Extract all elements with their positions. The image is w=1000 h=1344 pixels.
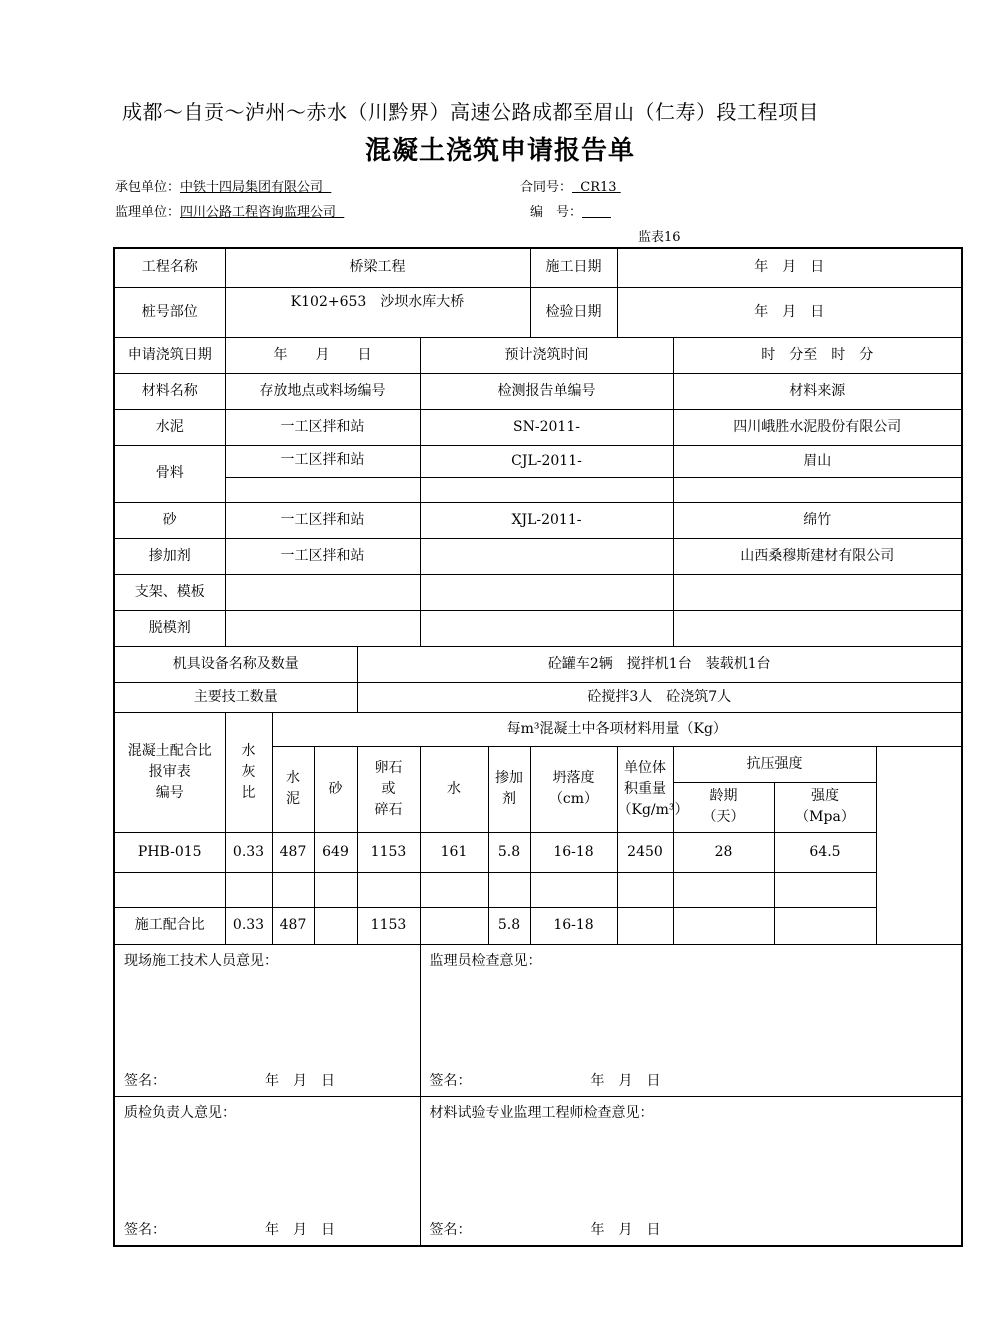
inspection-date-label: 检验日期 [530, 287, 617, 337]
contractor-row [115, 176, 331, 195]
table-row [114, 944, 962, 1096]
empty-cell [420, 477, 673, 502]
mix-table-label: 混凝土配合比 报审表 编号 [114, 712, 225, 832]
storage-label: 存放地点或料场编号 [225, 373, 420, 409]
cement-name: 水泥 [114, 409, 225, 445]
aggregate-name: 骨料 [114, 445, 225, 502]
material-name-label: 材料名称 [114, 373, 225, 409]
admixture-source: 山西桑穆斯建材有限公司 [673, 538, 962, 574]
table-row [114, 646, 962, 682]
contract-no-value: CR13 [580, 180, 617, 195]
empty-cell [225, 477, 420, 502]
strength-col-label: 强度 （Mpa） [774, 782, 876, 832]
inspection-date-value: 年 月 日 [617, 287, 962, 337]
site-mix-wc: 0.33 [225, 907, 272, 944]
aggregate-storage: 一工区拌和站 [225, 445, 420, 477]
equipment-value: 砼罐车2辆 搅拌机1台 装载机1台 [357, 646, 962, 682]
table-row [114, 248, 962, 287]
site-mix-id: 施工配合比 [114, 907, 225, 944]
empty-cell [673, 610, 962, 646]
supervisor-value: 四川公路工程咨询监理公司 [180, 205, 337, 220]
usage-label: 每m³混凝土中各项材料用量（Kg） [272, 712, 962, 746]
station-value: K102+653 沙坝水库大桥 [225, 287, 530, 337]
strength-label: 抗压强度 [673, 746, 876, 782]
cement-col-label: 水 泥 [272, 746, 314, 832]
table-row [114, 445, 962, 477]
table-row [114, 682, 962, 712]
slump-col-label: 坍落度 （cm） [530, 746, 617, 832]
empty-cell [420, 574, 673, 610]
apply-date-value: 年 月 日 [225, 337, 420, 373]
density-col-label: 单位体 积重量 （Kg/m³） [617, 746, 673, 832]
site-mix-sand [314, 907, 357, 944]
mix-sand: 649 [314, 832, 357, 872]
water-col-label: 水 [420, 746, 488, 832]
contract-no-row [520, 176, 621, 195]
project-name-label: 工程名称 [114, 248, 225, 287]
workers-value: 砼搅拌3人 砼浇筑7人 [357, 682, 962, 712]
empty-cell [225, 574, 420, 610]
materials-engineer-opinion: 材料试验专业监理工程师检查意见： 签名： 年 月 日 [420, 1096, 962, 1246]
supervisor-opinion: 监理员检查意见： 签名： 年 月 日 [420, 944, 962, 1096]
table-row [114, 832, 962, 872]
workers-label: 主要技工数量 [114, 682, 357, 712]
table-row [114, 373, 962, 409]
gravel-col-label: 卵石 或 碎石 [357, 746, 420, 832]
admixture-report [420, 538, 673, 574]
source-label: 材料来源 [673, 373, 962, 409]
table-row [114, 907, 962, 944]
mix-id: PHB-015 [114, 832, 225, 872]
cement-report: SN-2011- [420, 409, 673, 445]
planned-time-value: 时 分至 时 分 [673, 337, 962, 373]
table-row [114, 574, 962, 610]
cement-storage: 一工区拌和站 [225, 409, 420, 445]
release-agent-name: 脱模剂 [114, 610, 225, 646]
supervisor-row [115, 201, 344, 220]
mix-cement: 487 [272, 832, 314, 872]
wc-ratio-label: 水 灰 比 [225, 712, 272, 832]
sand-report: XJL-2011- [420, 502, 673, 538]
empty-cell [673, 477, 962, 502]
empty-cell [420, 610, 673, 646]
mix-slump: 16-18 [530, 832, 617, 872]
sand-name: 砂 [114, 502, 225, 538]
table-row [114, 502, 962, 538]
contract-no-label: 合同号： [520, 180, 573, 195]
qc-opinion: 质检负责人意见： 签名： 年 月 日 [114, 1096, 420, 1246]
sand-source: 绵竹 [673, 502, 962, 538]
age-col-label: 龄期 （天） [673, 782, 774, 832]
empty-cell [225, 610, 420, 646]
table-row [114, 1096, 962, 1246]
table-row [114, 872, 962, 907]
concrete-pour-table [113, 247, 963, 1247]
site-mix-admix: 5.8 [488, 907, 530, 944]
mix-age: 28 [673, 832, 774, 872]
sand-storage: 一工区拌和站 [225, 502, 420, 538]
table-row [114, 287, 962, 337]
planned-time-label: 预计浇筑时间 [420, 337, 673, 373]
formwork-name: 支架、模板 [114, 574, 225, 610]
serial-row [530, 201, 611, 220]
construction-date-value: 年 月 日 [617, 248, 962, 287]
mix-water: 161 [420, 832, 488, 872]
project-title: 成都～自贡～泸州～赤水（川黔界）高速公路成都至眉山（仁寿）段工程项目 [122, 100, 819, 124]
mix-density: 2450 [617, 832, 673, 872]
report-no-label: 检测报告单编号 [420, 373, 673, 409]
mix-strength: 64.5 [774, 832, 876, 872]
construction-date-label: 施工日期 [530, 248, 617, 287]
mix-admix: 5.8 [488, 832, 530, 872]
mix-wc: 0.33 [225, 832, 272, 872]
form-code: 监表16 [638, 230, 681, 245]
table-row [114, 477, 962, 502]
contractor-label: 承包单位： [115, 180, 181, 195]
aggregate-source: 眉山 [673, 445, 962, 477]
form-title: 混凝土浇筑申请报告单 [364, 136, 635, 166]
admix-col-label: 掺加 剂 [488, 746, 530, 832]
table-row [114, 337, 962, 373]
admixture-name: 掺加剂 [114, 538, 225, 574]
table-row [114, 538, 962, 574]
site-mix-cement: 487 [272, 907, 314, 944]
admixture-storage: 一工区拌和站 [225, 538, 420, 574]
table-row [114, 610, 962, 646]
equipment-label: 机具设备名称及数量 [114, 646, 357, 682]
contractor-value: 中铁十四局集团有限公司 [180, 180, 324, 195]
cement-source: 四川峨胜水泥股份有限公司 [673, 409, 962, 445]
serial-label: 编 号： [530, 205, 583, 220]
empty-cell [673, 574, 962, 610]
project-name-value: 桥梁工程 [225, 248, 530, 287]
station-label: 桩号部位 [114, 287, 225, 337]
table-row [114, 409, 962, 445]
site-mix-water [420, 907, 488, 944]
supervisor-label: 监理单位： [115, 205, 181, 220]
site-mix-slump: 16-18 [530, 907, 617, 944]
site-tech-opinion: 现场施工技术人员意见： 签名： 年 月 日 [114, 944, 420, 1096]
sand-col-label: 砂 [314, 746, 357, 832]
aggregate-report: CJL-2011- [420, 445, 673, 477]
mix-gravel: 1153 [357, 832, 420, 872]
site-mix-gravel: 1153 [357, 907, 420, 944]
apply-date-label: 申请浇筑日期 [114, 337, 225, 373]
table-row [114, 712, 962, 746]
